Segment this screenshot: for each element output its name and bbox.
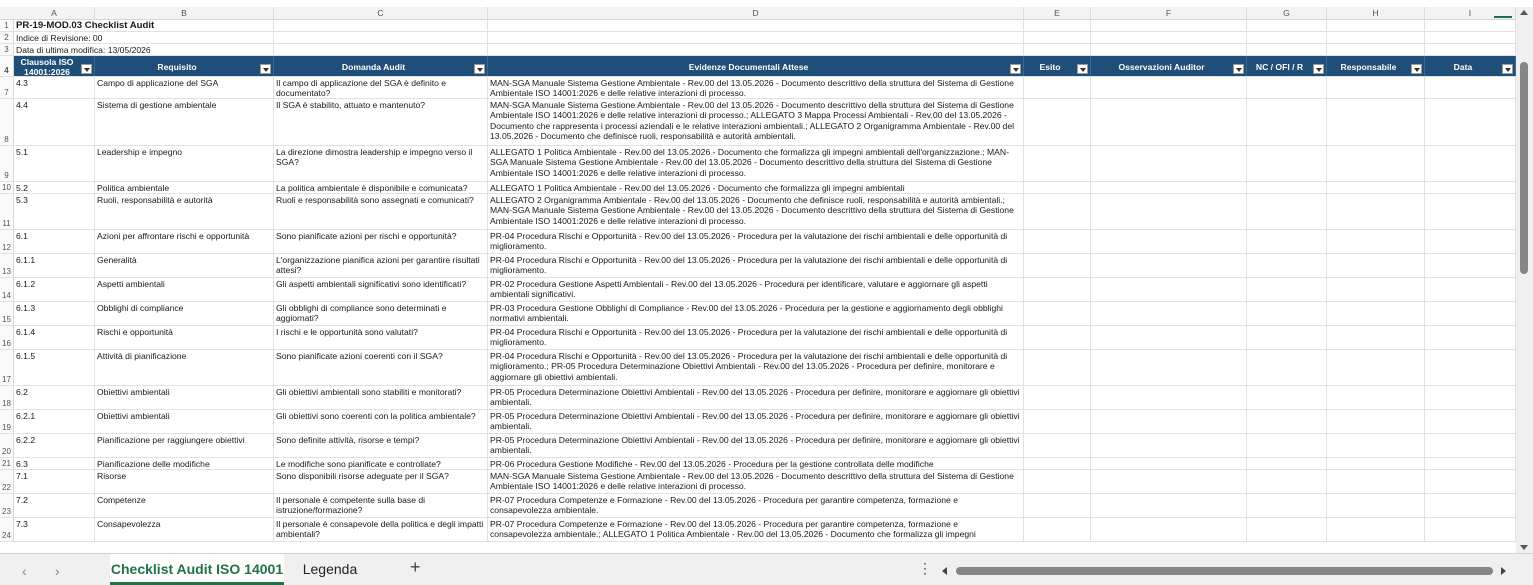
evidence-cell[interactable]: PR-06 Procedura Gestione Modifiche - Rev.00 del 13.05.2026 - Procedura per la gestione controllata delle modifiche — [488, 458, 1024, 469]
evidence-cell[interactable]: PR-05 Procedura Determinazione Obiettivi Ambientali - Rev.00 del 13.05.2026 - Procedura per definire, monitorare e aggiornare gli obiettivi ambientali. — [488, 386, 1024, 409]
evidence-cell[interactable]: ALLEGATO 1 Politica Ambientale - Rev.00 del 13.05.2026 - Documento che formalizza gli impegni ambientali dell'organizzazione.; MAN-SGA Manuale Sistema Gestione Ambientale - Rev.00 del 13.05.2026 - Documento descrittivo della struttura del Sistema di Gestione Ambientale ISO 14001:2026 e delle relative interazioni di processo. — [488, 146, 1024, 181]
empty-cell[interactable] — [488, 32, 1024, 43]
empty-cell[interactable] — [1024, 99, 1091, 145]
evidence-cell[interactable]: PR-02 Procedura Gestione Aspetti Ambientali - Rev.00 del 13.05.2026 - Procedura per identificare, valutare e aggiornare gli aspetti ambientali significativi. — [488, 278, 1024, 301]
column-header[interactable]: C — [274, 7, 488, 20]
table-row — [0, 182, 1516, 194]
row-number[interactable]: 18 — [0, 386, 14, 409]
column-header[interactable]: I — [1425, 7, 1516, 20]
table-header-row — [0, 56, 1516, 77]
empty-cell[interactable] — [1247, 410, 1327, 433]
filter-dropdown-icon[interactable] — [260, 64, 271, 74]
header-label: Evidenze Documentali Attese — [688, 61, 809, 72]
empty-cell[interactable] — [1091, 350, 1247, 385]
empty-cell[interactable] — [1327, 302, 1425, 325]
empty-cell[interactable] — [1327, 494, 1425, 517]
header-label: Responsabile — [1340, 61, 1397, 72]
column-header[interactable]: E — [1024, 7, 1091, 20]
row-number[interactable]: 1 — [0, 20, 14, 31]
table-row — [0, 518, 1516, 542]
empty-cell[interactable] — [1024, 386, 1091, 409]
empty-cell[interactable] — [1327, 32, 1425, 43]
column-header[interactable]: H — [1327, 7, 1425, 20]
row-number[interactable]: 21 — [0, 458, 14, 469]
row-number[interactable]: 10 — [0, 182, 14, 193]
empty-cell[interactable] — [1425, 326, 1516, 349]
empty-cell[interactable] — [1247, 44, 1327, 55]
column-header-cell[interactable] — [95, 56, 274, 76]
table-row — [0, 194, 1516, 230]
empty-cell[interactable] — [1091, 458, 1247, 469]
empty-cell[interactable] — [1327, 194, 1425, 229]
table-row — [0, 99, 1516, 146]
empty-cell[interactable] — [1024, 470, 1091, 493]
filter-dropdown-icon[interactable] — [1502, 64, 1513, 74]
clause-cell[interactable]: 4.4 — [14, 99, 95, 145]
column-header-bar — [0, 7, 1516, 20]
evidence-cell[interactable]: PR-04 Procedura Rischi e Opportunità - Rev.00 del 13.05.2026 - Procedura per la valutazione dei rischi ambientali e delle opportunità di miglioramento. — [488, 230, 1024, 253]
question-cell[interactable]: Sono pianificate azioni per rischi e opportunità? — [274, 230, 488, 253]
empty-cell[interactable] — [1091, 20, 1247, 31]
clause-cell[interactable]: 6.2 — [14, 386, 95, 409]
requirement-cell[interactable]: Consapevolezza — [95, 518, 274, 541]
question-cell[interactable]: La direzione dimostra leadership e impegno verso il SGA? — [274, 146, 488, 181]
scroll-up-arrow-icon[interactable] — [1520, 10, 1528, 15]
row-number[interactable]: 3 — [0, 44, 14, 55]
empty-cell[interactable] — [1425, 77, 1516, 98]
table-row — [0, 470, 1516, 494]
requirement-cell[interactable]: Sistema di gestione ambientale — [95, 99, 274, 145]
table-row — [0, 494, 1516, 518]
empty-cell[interactable] — [1327, 434, 1425, 457]
empty-cell[interactable] — [1091, 32, 1247, 43]
table-row — [0, 146, 1516, 182]
header-label: Domanda Audit — [341, 61, 406, 72]
next-sheet-icon[interactable]: › — [55, 563, 60, 579]
requirement-cell[interactable]: Obblighi di compliance — [95, 302, 274, 325]
empty-cell[interactable] — [1247, 32, 1327, 43]
evidence-cell[interactable]: PR-04 Procedura Rischi e Opportunità - Rev.00 del 13.05.2026 - Procedura per la valutazione dei rischi ambientali e delle opportunità di miglioramento. — [488, 326, 1024, 349]
empty-cell[interactable] — [1327, 470, 1425, 493]
table-row — [0, 230, 1516, 254]
empty-cell[interactable] — [1024, 32, 1091, 43]
empty-cell[interactable] — [1247, 182, 1327, 193]
empty-cell[interactable] — [1024, 230, 1091, 253]
add-sheet-button[interactable]: + — [410, 557, 421, 577]
column-header[interactable]: D — [488, 7, 1024, 20]
empty-cell[interactable] — [1327, 458, 1425, 469]
evidence-cell[interactable]: PR-04 Procedura Rischi e Opportunità - Rev.00 del 13.05.2026 - Procedura per la valutazione dei rischi ambientali e delle opportunità di miglioramento. — [488, 254, 1024, 277]
clause-cell[interactable]: 6.1.3 — [14, 302, 95, 325]
question-cell[interactable]: Il personale è competente sulla base di istruzione/formazione? — [274, 494, 488, 517]
column-header-cell[interactable] — [1091, 56, 1247, 76]
empty-cell[interactable] — [1425, 230, 1516, 253]
empty-cell[interactable] — [1247, 326, 1327, 349]
empty-cell[interactable] — [1327, 278, 1425, 301]
header-label: NC / OFI / R — [1255, 61, 1304, 72]
requirement-cell[interactable]: Obiettivi ambientali — [95, 386, 274, 409]
empty-cell[interactable] — [1091, 146, 1247, 181]
empty-cell[interactable] — [1247, 230, 1327, 253]
column-header[interactable]: F — [1091, 7, 1247, 20]
empty-cell[interactable] — [274, 44, 488, 55]
empty-cell[interactable] — [1247, 20, 1327, 31]
meta-row — [0, 20, 1516, 32]
empty-cell[interactable] — [1327, 20, 1425, 31]
row-number[interactable]: 24 — [0, 518, 14, 541]
filter-dropdown-icon[interactable] — [81, 64, 92, 74]
requirement-cell[interactable]: Azioni per affrontare rischi e opportunità — [95, 230, 274, 253]
clause-cell[interactable]: 6.3 — [14, 458, 95, 469]
row-number[interactable]: 9 — [0, 146, 14, 181]
requirement-cell[interactable]: Aspetti ambientali — [95, 278, 274, 301]
empty-cell[interactable] — [488, 20, 1024, 31]
question-cell[interactable]: Gli obiettivi sono coerenti con la politica ambientale? — [274, 410, 488, 433]
clause-cell[interactable]: 7.3 — [14, 518, 95, 541]
empty-cell[interactable] — [1247, 77, 1327, 98]
empty-cell[interactable] — [1091, 494, 1247, 517]
header-label: Requisito — [157, 61, 197, 72]
header-label: Clausola ISO 14001:2026 — [20, 56, 74, 76]
vertical-scroll-thumb[interactable] — [1520, 62, 1528, 274]
empty-cell[interactable] — [1327, 326, 1425, 349]
empty-cell[interactable] — [274, 32, 488, 43]
empty-cell[interactable] — [1091, 386, 1247, 409]
table-row — [0, 77, 1516, 99]
column-header-cell[interactable] — [1024, 56, 1091, 76]
empty-cell[interactable] — [1024, 77, 1091, 98]
empty-cell[interactable] — [1091, 410, 1247, 433]
table-row — [0, 350, 1516, 386]
prev-sheet-icon[interactable]: ‹ — [22, 563, 27, 579]
empty-cell[interactable] — [1327, 518, 1425, 541]
table-row — [0, 410, 1516, 434]
empty-cell[interactable] — [1327, 77, 1425, 98]
empty-cell[interactable] — [1425, 302, 1516, 325]
filter-dropdown-icon[interactable] — [1077, 64, 1088, 74]
row-number[interactable]: 16 — [0, 326, 14, 349]
empty-cell[interactable] — [1327, 350, 1425, 385]
requirement-cell[interactable]: Competenze — [95, 494, 274, 517]
empty-cell[interactable] — [1425, 182, 1516, 193]
empty-cell[interactable] — [1247, 194, 1327, 229]
empty-cell[interactable] — [1425, 146, 1516, 181]
row-number[interactable]: 2 — [0, 32, 14, 43]
question-cell[interactable]: L'organizzazione pianifica azioni per garantire risultati attesi? — [274, 254, 488, 277]
empty-cell[interactable] — [1024, 194, 1091, 229]
empty-cell[interactable] — [1247, 494, 1327, 517]
empty-cell[interactable] — [1091, 254, 1247, 277]
clause-cell[interactable]: 6.2.1 — [14, 410, 95, 433]
empty-cell[interactable] — [1091, 77, 1247, 98]
requirement-cell[interactable]: Leadership e impegno — [95, 146, 274, 181]
empty-cell[interactable] — [1091, 326, 1247, 349]
empty-cell[interactable] — [1247, 350, 1327, 385]
empty-cell[interactable] — [1024, 410, 1091, 433]
row-number[interactable]: 15 — [0, 302, 14, 325]
empty-cell[interactable] — [1247, 518, 1327, 541]
table-row — [0, 326, 1516, 350]
evidence-cell[interactable]: PR-04 Procedura Rischi e Opportunità - Rev.00 del 13.05.2026 - Procedura per la valutazione dei rischi ambientali e delle opportunità di miglioramento.; PR-05 Procedura Determinazione Obiettivi Ambientali - Rev.00 del 13.05.2026 - Procedura per definire, monitorare e aggiornare gli obiettivi ambientali. — [488, 350, 1024, 385]
empty-cell[interactable] — [1024, 20, 1091, 31]
question-cell[interactable]: Il SGA è stabilito, attuato e mantenuto? — [274, 99, 488, 145]
empty-cell[interactable] — [1024, 254, 1091, 277]
empty-cell[interactable] — [1247, 254, 1327, 277]
empty-cell[interactable] — [274, 20, 488, 31]
question-cell[interactable]: Il campo di applicazione del SGA è definito e documentato? — [274, 77, 488, 98]
row-number[interactable]: 7 — [0, 77, 14, 98]
row-number[interactable]: 17 — [0, 350, 14, 385]
select-all-corner[interactable] — [1494, 9, 1512, 18]
evidence-cell[interactable]: PR-07 Procedura Competenze e Formazione - Rev.00 del 13.05.2026 - Procedura per garantire competenza, formazione e consapevolezza ambientale.; ALLEGATO 1 Politica Ambientale - Rev.00 del 13.05.2026 - Documento che formalizza gli impegni — [488, 518, 1024, 541]
tab-legenda[interactable]: Legenda — [302, 561, 358, 577]
empty-cell[interactable] — [1425, 254, 1516, 277]
meta-revision[interactable]: Indice di Revisione: 00 — [14, 32, 274, 43]
header-label: Osservazioni Auditor — [1118, 61, 1205, 72]
empty-cell[interactable] — [1425, 434, 1516, 457]
horizontal-scroll-thumb[interactable] — [956, 567, 1493, 575]
empty-cell[interactable] — [1091, 278, 1247, 301]
clause-cell[interactable]: 5.2 — [14, 182, 95, 193]
empty-cell[interactable] — [1024, 518, 1091, 541]
empty-cell[interactable] — [1024, 434, 1091, 457]
clause-cell[interactable]: 5.3 — [14, 194, 95, 229]
evidence-cell[interactable]: PR-03 Procedura Gestione Obblighi di Compliance - Rev.00 del 13.05.2026 - Procedura per la gestione e aggiornamento degli obblighi normativi ambientali. — [488, 302, 1024, 325]
filter-dropdown-icon[interactable] — [474, 64, 485, 74]
empty-cell[interactable] — [1247, 146, 1327, 181]
empty-cell[interactable] — [1425, 278, 1516, 301]
table-row — [0, 458, 1516, 470]
requirement-cell[interactable]: Campo di applicazione del SGA — [95, 77, 274, 98]
clause-cell[interactable]: 6.1.4 — [14, 326, 95, 349]
empty-cell[interactable] — [1024, 326, 1091, 349]
empty-cell[interactable] — [1425, 470, 1516, 493]
row-number[interactable]: 23 — [0, 494, 14, 517]
empty-cell[interactable] — [1024, 458, 1091, 469]
question-cell[interactable]: Sono pianificate azioni coerenti con il SGA? — [274, 350, 488, 385]
question-cell[interactable]: Il personale è consapevole della politica e degli impatti ambientali? — [274, 518, 488, 541]
empty-cell[interactable] — [1425, 20, 1516, 31]
requirement-cell[interactable]: Attività di pianificazione — [95, 350, 274, 385]
empty-cell[interactable] — [1091, 182, 1247, 193]
header-label: Esito — [1039, 61, 1061, 72]
column-header-cell[interactable] — [1247, 56, 1327, 76]
empty-cell[interactable] — [1425, 99, 1516, 145]
empty-cell[interactable] — [1247, 458, 1327, 469]
empty-cell[interactable] — [1327, 99, 1425, 145]
requirement-cell[interactable]: Pianificazione delle modifiche — [95, 458, 274, 469]
evidence-cell[interactable]: PR-07 Procedura Competenze e Formazione - Rev.00 del 13.05.2026 - Procedura per garantire competenza, formazione e consapevolezza ambientale. — [488, 494, 1024, 517]
empty-cell[interactable] — [1327, 386, 1425, 409]
column-header-cell[interactable] — [488, 56, 1024, 76]
clause-cell[interactable]: 7.2 — [14, 494, 95, 517]
empty-cell[interactable] — [1247, 434, 1327, 457]
question-cell[interactable]: Sono disponibili risorse adeguate per il SGA? — [274, 470, 488, 493]
row-number[interactable]: 13 — [0, 254, 14, 277]
empty-cell[interactable] — [1425, 386, 1516, 409]
empty-cell[interactable] — [1091, 99, 1247, 145]
requirement-cell[interactable]: Ruoli, responsabilità e autorità — [95, 194, 274, 229]
more-options-icon[interactable]: ⋮ — [918, 560, 932, 576]
requirement-cell[interactable]: Rischi e opportunità — [95, 326, 274, 349]
empty-cell[interactable] — [1247, 278, 1327, 301]
empty-cell[interactable] — [1247, 386, 1327, 409]
vertical-scrollbar[interactable] — [1516, 7, 1533, 553]
clause-cell[interactable]: 7.1 — [14, 470, 95, 493]
column-header-cell[interactable] — [274, 56, 488, 76]
empty-cell[interactable] — [1425, 458, 1516, 469]
meta-row — [0, 44, 1516, 56]
empty-cell[interactable] — [1425, 32, 1516, 43]
row-number[interactable]: 8 — [0, 99, 14, 145]
question-cell[interactable]: La politica ambientale è disponibile e comunicata? — [274, 182, 488, 193]
empty-cell[interactable] — [1091, 230, 1247, 253]
empty-cell[interactable] — [1327, 230, 1425, 253]
empty-cell[interactable] — [1024, 350, 1091, 385]
empty-cell[interactable] — [1425, 44, 1516, 55]
empty-cell[interactable] — [1425, 194, 1516, 229]
column-header[interactable]: B — [95, 7, 274, 20]
tab-checklist-audit[interactable]: Checklist Audit ISO 14001 — [110, 554, 284, 585]
filter-dropdown-icon[interactable] — [1411, 64, 1422, 74]
evidence-cell[interactable]: ALLEGATO 2 Organigramma Ambientale - Rev.00 del 13.05.2026 - Documento che definisce ruoli, responsabilità e autorità ambientali.; MAN-SGA Manuale Sistema Gestione Ambientale - Rev.00 del 13.05.2026 - Documento descrittivo della struttura del Sistema di Gestione Ambientale ISO 14001:2026 e delle relative interazioni di processo. — [488, 194, 1024, 229]
column-header-cell[interactable] — [1327, 56, 1425, 76]
empty-cell[interactable] — [1425, 410, 1516, 433]
row-number[interactable]: 19 — [0, 410, 14, 433]
empty-cell[interactable] — [1024, 278, 1091, 301]
clause-cell[interactable]: 6.1.1 — [14, 254, 95, 277]
empty-cell[interactable] — [1327, 44, 1425, 55]
empty-cell[interactable] — [1327, 410, 1425, 433]
empty-cell[interactable] — [1091, 194, 1247, 229]
question-cell[interactable]: Gli obblighi di compliance sono determinati e aggiornati? — [274, 302, 488, 325]
question-cell[interactable]: Gli aspetti ambientali significativi sono identificati? — [274, 278, 488, 301]
empty-cell[interactable] — [488, 44, 1024, 55]
question-cell[interactable]: I rischi e le opportunità sono valutati? — [274, 326, 488, 349]
filter-dropdown-icon[interactable] — [1233, 64, 1244, 74]
meta-row — [0, 32, 1516, 44]
table-row — [0, 278, 1516, 302]
filter-dropdown-icon[interactable] — [1010, 64, 1021, 74]
clause-cell[interactable]: 6.2.2 — [14, 434, 95, 457]
row-number[interactable]: 22 — [0, 470, 14, 493]
empty-cell[interactable] — [1425, 518, 1516, 541]
evidence-cell[interactable]: MAN-SGA Manuale Sistema Gestione Ambientale - Rev.00 del 13.05.2026 - Documento descrittivo della struttura del Sistema di Gestione Ambientale ISO 14001:2026 e delle relative interazioni di processo. — [488, 77, 1024, 98]
column-header-cell[interactable] — [14, 56, 95, 76]
column-header-cell[interactable] — [1425, 56, 1516, 76]
requirement-cell[interactable]: Risorse — [95, 470, 274, 493]
column-header[interactable]: A — [14, 7, 95, 20]
evidence-cell[interactable]: MAN-SGA Manuale Sistema Gestione Ambientale - Rev.00 del 13.05.2026 - Documento descrittivo della struttura del Sistema di Gestione Ambientale ISO 14001:2026 e delle relative interazioni di processo.; ALLEGATO 3 Mappa Processi Ambientali - Rev.00 del 13.05.2026 - Documento che rappresenta i processi aziendali e le relative interazioni ambientali.; ALLEGATO 2 Organigramma Ambientale - Rev.00 del 13.05.2026 - Documento che definisce ruoli, responsabilità e autorità ambientali. — [488, 99, 1024, 145]
requirement-cell[interactable]: Politica ambientale — [95, 182, 274, 193]
row-number[interactable]: 20 — [0, 434, 14, 457]
row-number[interactable]: 12 — [0, 230, 14, 253]
empty-cell[interactable] — [1091, 44, 1247, 55]
table-row — [0, 386, 1516, 410]
scroll-down-arrow-icon[interactable] — [1520, 545, 1528, 550]
empty-cell[interactable] — [1327, 146, 1425, 181]
empty-cell[interactable] — [1425, 350, 1516, 385]
clause-cell[interactable]: 6.1.2 — [14, 278, 95, 301]
table-row — [0, 254, 1516, 278]
requirement-cell[interactable]: Generalità — [95, 254, 274, 277]
empty-cell[interactable] — [1024, 44, 1091, 55]
empty-cell[interactable] — [1091, 434, 1247, 457]
clause-cell[interactable]: 5.1 — [14, 146, 95, 181]
meta-title[interactable]: PR-19-MOD.03 Checklist Audit — [14, 20, 274, 31]
empty-cell[interactable] — [1425, 494, 1516, 517]
requirement-cell[interactable]: Obiettivi ambientali — [95, 410, 274, 433]
column-header[interactable]: G — [1247, 7, 1327, 20]
evidence-cell[interactable]: MAN-SGA Manuale Sistema Gestione Ambientale - Rev.00 del 13.05.2026 - Documento descrittivo della struttura del Sistema di Gestione Ambientale ISO 14001:2026 e delle relative interazioni di processo. — [488, 470, 1024, 493]
row-number[interactable]: 4 — [0, 56, 14, 76]
empty-cell[interactable] — [1024, 146, 1091, 181]
question-cell[interactable]: Ruoli e responsabilità sono assegnati e comunicati? — [274, 194, 488, 229]
table-row — [0, 302, 1516, 326]
empty-cell[interactable] — [1024, 494, 1091, 517]
row-number[interactable]: 11 — [0, 194, 14, 229]
clause-cell[interactable]: 6.1 — [14, 230, 95, 253]
row-number[interactable]: 14 — [0, 278, 14, 301]
requirement-cell[interactable]: Pianificazione per raggiungere obiettivi — [95, 434, 274, 457]
meta-modified[interactable]: Data di ultima modifica: 13/05/2026 — [14, 44, 274, 55]
empty-cell[interactable] — [1091, 470, 1247, 493]
empty-cell[interactable] — [1247, 99, 1327, 145]
clause-cell[interactable]: 6.1.5 — [14, 350, 95, 385]
evidence-cell[interactable]: PR-05 Procedura Determinazione Obiettivi Ambientali - Rev.00 del 13.05.2026 - Procedura per definire, monitorare e aggiornare gli obiettivi ambientali. — [488, 434, 1024, 457]
empty-cell[interactable] — [1327, 182, 1425, 193]
evidence-cell[interactable]: ALLEGATO 1 Politica Ambientale - Rev.00 del 13.05.2026 - Documento che formalizza gli impegni ambientali — [488, 182, 1024, 193]
empty-cell[interactable] — [1091, 518, 1247, 541]
empty-cell[interactable] — [1024, 302, 1091, 325]
question-cell[interactable]: Le modifiche sono pianificate e controllate? — [274, 458, 488, 469]
table-row — [0, 434, 1516, 458]
scroll-left-arrow-icon[interactable] — [942, 567, 947, 575]
empty-cell[interactable] — [1327, 254, 1425, 277]
empty-cell[interactable] — [1091, 302, 1247, 325]
question-cell[interactable]: Sono definite attività, risorse e tempi? — [274, 434, 488, 457]
question-cell[interactable]: Gli obiettivi ambientali sono stabiliti e monitorati? — [274, 386, 488, 409]
header-label: Data — [1453, 61, 1473, 72]
scroll-right-arrow-icon[interactable] — [1501, 567, 1506, 575]
empty-cell[interactable] — [1247, 302, 1327, 325]
evidence-cell[interactable]: PR-05 Procedura Determinazione Obiettivi Ambientali - Rev.00 del 13.05.2026 - Procedura per definire, monitorare e aggiornare gli obiettivi ambientali. — [488, 410, 1024, 433]
sheet-tab-bar — [0, 553, 1533, 585]
filter-dropdown-icon[interactable] — [1313, 64, 1324, 74]
clause-cell[interactable]: 4.3 — [14, 77, 95, 98]
empty-cell[interactable] — [1247, 470, 1327, 493]
empty-cell[interactable] — [1024, 182, 1091, 193]
